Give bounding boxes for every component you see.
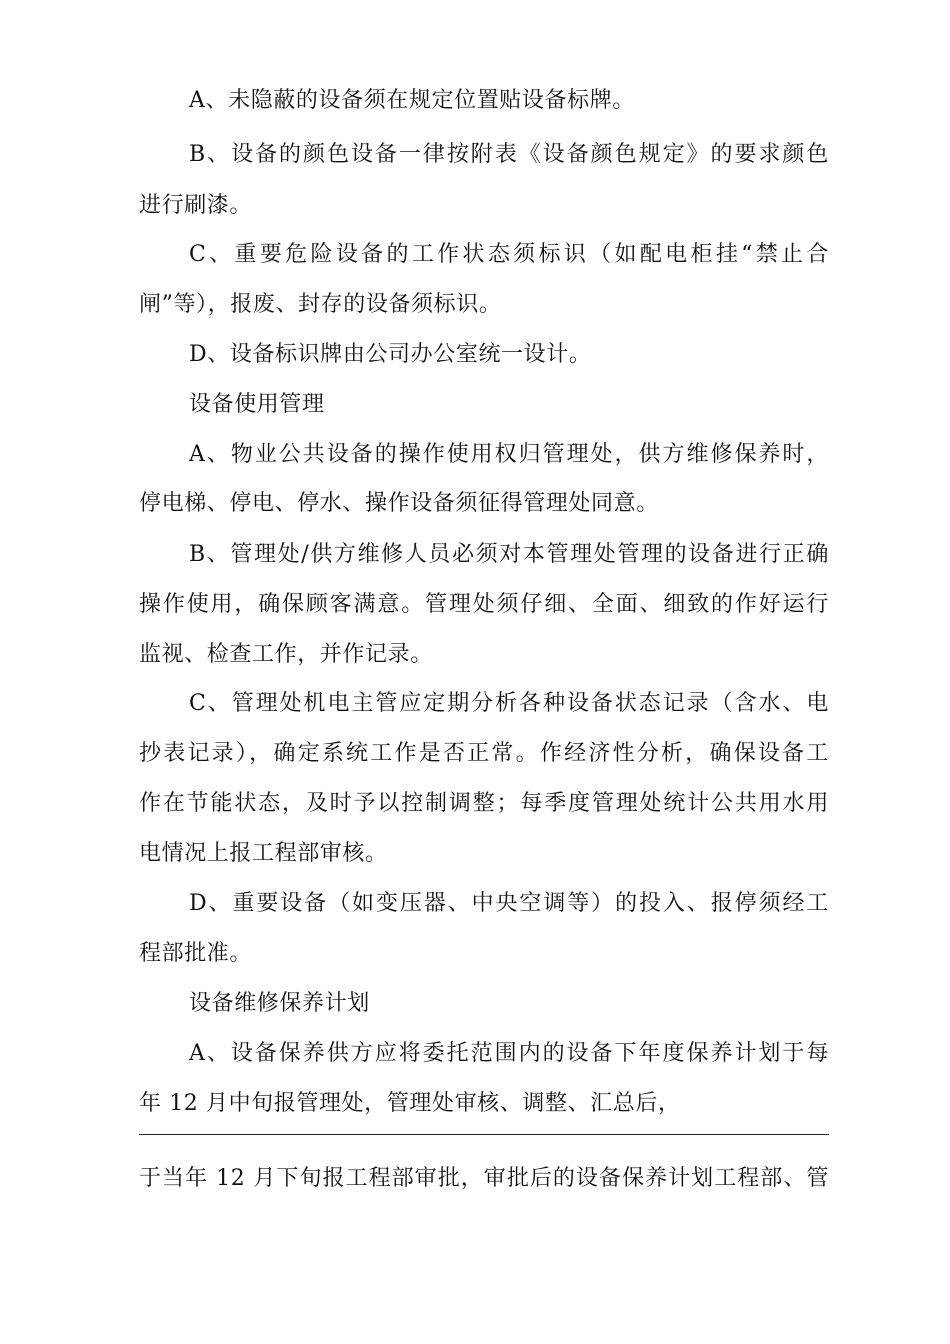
section-heading: 设备使用管理	[189, 392, 325, 417]
paragraph-line: A、设备保养供方应将委托范围内的设备下年度保养计划于每	[189, 1041, 829, 1066]
paragraph-line: 年 12 月中旬报管理处，管理处审核、调整、汇总后，	[139, 1091, 681, 1116]
paragraph-line: 程部批准。	[139, 941, 253, 966]
paragraph-line: B、设备的颜色设备一律按附表《设备颜色规定》的要求颜色	[189, 142, 829, 167]
paragraph-line: 闸”等），报废、封存的设备须标识。	[139, 292, 502, 317]
paragraph-line: 停电梯、停电、停水、操作设备须征得管理处同意。	[139, 491, 659, 516]
paragraph-line: 电情况上报工程部审核。	[139, 841, 388, 866]
paragraph-line: C、管理处机电主管应定期分析各种设备状态记录（含水、电	[189, 691, 829, 716]
paragraph-line: D、重要设备（如变压器、中央空调等）的投入、报停须经工	[189, 891, 829, 916]
paragraph-line: 操作使用，确保顾客满意。管理处须仔细、全面、细致的作好运行	[139, 592, 829, 617]
paragraph-line: 作在节能状态，及时予以控制调整；每季度管理处统计公共用水用	[139, 791, 829, 816]
paragraph-line: A、物业公共设备的操作使用权归管理处，供方维修保养时，	[189, 442, 829, 467]
page-break-divider	[139, 1134, 829, 1135]
paragraph-line: B、管理处/供方维修人员必须对本管理处管理的设备进行正确	[189, 542, 829, 567]
section-heading: 设备维修保养计划	[189, 991, 370, 1016]
paragraph-line: 监视、检查工作，并作记录。	[139, 642, 433, 667]
paragraph-line: 抄表记录），确定系统工作是否正常。作经济性分析，确保设备工	[139, 741, 829, 766]
paragraph-line: D、设备标识牌由公司办公室统一设计。	[189, 342, 592, 367]
paragraph-line: A、未隐蔽的设备须在规定位置贴设备标牌。	[189, 88, 635, 113]
paragraph-line: 于当年 12 月下旬报工程部审批，审批后的设备保养计划工程部、管	[139, 1166, 829, 1191]
paragraph-line: C、重要危险设备的工作状态须标识（如配电柜挂“禁止合	[189, 242, 829, 267]
paragraph-line: 进行刷漆。	[139, 193, 253, 218]
